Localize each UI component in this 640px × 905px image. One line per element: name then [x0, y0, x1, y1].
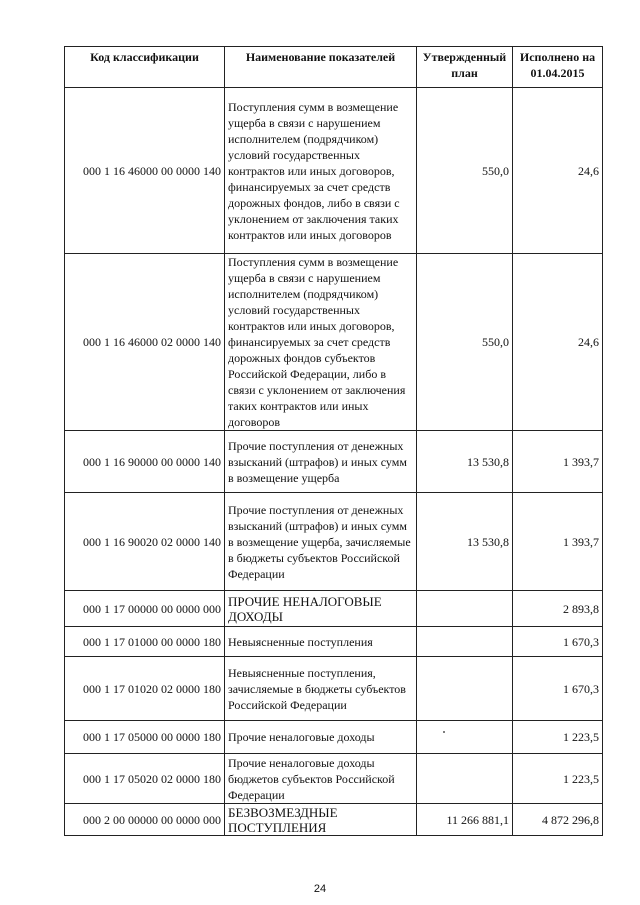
row-name: Прочие поступления от денежных взысканий (штрафов) и иных сумм в возмещение ущерба — [225, 431, 417, 493]
row-name: Невыясненные поступления, зачисляемые в бюджеты субъектов Российской Федерации — [225, 657, 417, 721]
row-code: 000 1 16 90020 02 0000 140 — [65, 493, 225, 591]
row-name: БЕЗВОЗМЕЗДНЫЕ ПОСТУПЛЕНИЯ — [225, 804, 417, 836]
table-row — [65, 254, 603, 431]
header-code: Код классификации — [65, 47, 225, 88]
page-number: 24 — [313, 883, 327, 895]
row-code: 000 1 16 90000 00 0000 140 — [65, 431, 225, 493]
row-name: ПРОЧИЕ НЕНАЛОГОВЫЕ ДОХОДЫ — [225, 591, 417, 627]
header-plan: Утвержденный план — [417, 47, 513, 88]
row-code: 000 1 16 46000 00 0000 140 — [65, 88, 225, 254]
row-plan — [417, 591, 513, 627]
table-row — [65, 591, 603, 627]
table-row — [65, 493, 603, 591]
row-code: 000 1 16 46000 02 0000 140 — [65, 254, 225, 431]
table-row — [65, 657, 603, 721]
row-code: 000 1 17 05000 00 0000 180 — [65, 721, 225, 754]
row-name: Прочие поступления от денежных взысканий (штрафов) и иных сумм в возмещение ущерба, зачисляемые в бюджеты субъектов Российской Федерации — [225, 493, 417, 591]
scan-speck — [443, 731, 445, 733]
row-done: 24,6 — [513, 254, 603, 431]
row-plan — [417, 721, 513, 754]
table-row — [65, 431, 603, 493]
row-done: 1 393,7 — [513, 431, 603, 493]
row-done: 1 393,7 — [513, 493, 603, 591]
row-name: Невыясненные поступления — [225, 627, 417, 657]
table-row — [65, 88, 603, 254]
row-code: 000 1 17 01020 02 0000 180 — [65, 657, 225, 721]
row-name: Прочие неналоговые доходы бюджетов субъектов Российской Федерации — [225, 754, 417, 804]
row-done: 1 670,3 — [513, 657, 603, 721]
budget-table — [64, 46, 603, 836]
table-row — [65, 804, 603, 836]
row-done: 1 223,5 — [513, 721, 603, 754]
row-done: 2 893,8 — [513, 591, 603, 627]
row-plan: 550,0 — [417, 254, 513, 431]
row-plan: 11 266 881,1 — [417, 804, 513, 836]
row-plan — [417, 627, 513, 657]
row-done: 4 872 296,8 — [513, 804, 603, 836]
row-plan — [417, 754, 513, 804]
row-name: Прочие неналоговые доходы — [225, 721, 417, 754]
row-done: 1 670,3 — [513, 627, 603, 657]
row-code: 000 1 17 01000 00 0000 180 — [65, 627, 225, 657]
row-name: Поступления сумм в возмещение ущерба в связи с нарушением исполнителем (подрядчиком) условий государственных контрактов или иных договоров, финансируемых за счет средств дорожных фондов, либо в связи с уклонением от заключения таких контрактов или иных договоров — [225, 88, 417, 254]
row-code: 000 2 00 00000 00 0000 000 — [65, 804, 225, 836]
row-code: 000 1 17 05020 02 0000 180 — [65, 754, 225, 804]
row-plan: 13 530,8 — [417, 431, 513, 493]
table-row — [65, 627, 603, 657]
row-name: Поступления сумм в возмещение ущерба в связи с нарушением исполнителем (подрядчиком) условий государственных контрактов или иных договоров, финансируемых за счет средств дорожных фондов субъектов Российской Федерации, либо в связи с уклонением от заключения таких контрактов или иных договоров — [225, 254, 417, 431]
table-row — [65, 754, 603, 804]
row-done: 1 223,5 — [513, 754, 603, 804]
header-name: Наименование показателей — [225, 47, 417, 88]
header-done: Исполнено на 01.04.2015 — [513, 47, 603, 88]
row-done: 24,6 — [513, 88, 603, 254]
row-plan: 550,0 — [417, 88, 513, 254]
table-row — [65, 721, 603, 754]
table-header-row — [65, 47, 603, 88]
row-code: 000 1 17 00000 00 0000 000 — [65, 591, 225, 627]
row-plan — [417, 657, 513, 721]
row-plan: 13 530,8 — [417, 493, 513, 591]
